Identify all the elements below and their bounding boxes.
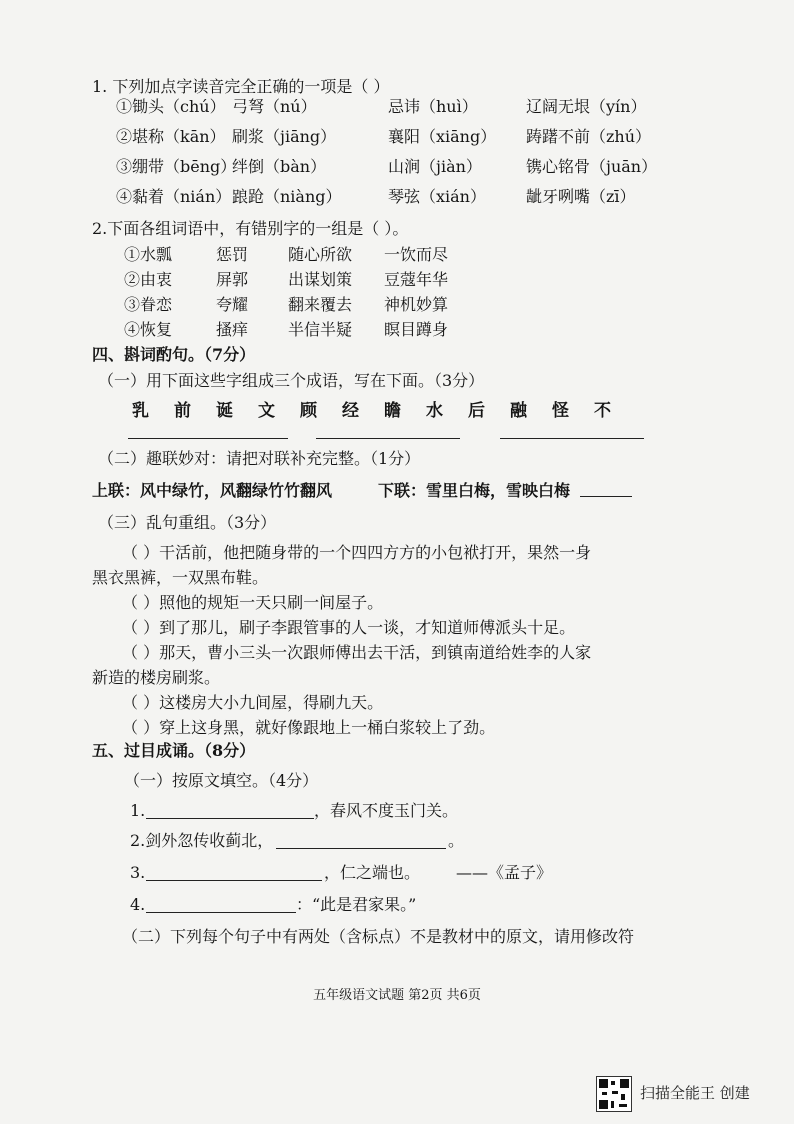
page-footer: 五年级语文试题 第2页 共6页 — [313, 988, 481, 1003]
fill2-end: 。 — [448, 831, 465, 850]
fill3-source: ——《孟子》 — [456, 863, 553, 882]
q2-title: 2.下面各组词语中，有错别字的一组是（ ）。 — [92, 219, 409, 238]
option-cell: ④黏着（nián） — [116, 187, 232, 206]
sentence-line: 新造的楼房刷浆。 — [92, 668, 221, 687]
idiom-char: 后 — [468, 401, 485, 421]
idiom-char: 文 — [258, 401, 275, 421]
option-cell: 襄阳（xiāng） — [388, 127, 497, 146]
s5-part2-title: （二）下列每个句子中有两处（含标点）不是教材中的原文，请用修改符 — [122, 927, 635, 946]
option-cell: 半信半疑 — [288, 320, 353, 339]
fill4-text: ：“此是君家果。” — [296, 895, 417, 914]
fill2-text: 2.剑外忽传收蓟北， — [130, 831, 274, 850]
option-cell: 琴弦（xián） — [388, 187, 486, 206]
sentence-line: （ ）这楼房大小九间屋，得刷九天。 — [122, 693, 384, 712]
option-cell: 随心所欲 — [288, 245, 353, 264]
fill2-blank[interactable] — [276, 848, 446, 849]
option-cell: ①水瓢 — [124, 245, 173, 264]
couplet-lower: 下联：雪里白梅，雪映白梅 — [378, 481, 571, 500]
idiom-char: 乳 — [132, 401, 149, 421]
option-cell: 豆蔻年华 — [384, 270, 449, 289]
option-cell: 搔痒 — [216, 320, 249, 339]
option-cell: 屏郭 — [216, 270, 249, 289]
option-cell: 一饮而尽 — [384, 245, 449, 264]
fill1-number: 1. — [130, 801, 146, 820]
option-cell: 弓弩（nú） — [232, 97, 317, 116]
q1-title: 1. 下列加点字读音完全正确的一项是（ ） — [92, 77, 390, 96]
s5-part1-title: （一）按原文填空。（4分） — [124, 771, 319, 790]
sentence-line: 黑衣黑裤，一双黑布鞋。 — [92, 568, 269, 587]
idiom-blank-2[interactable] — [316, 438, 460, 439]
sentence-line: （ ）到了那儿，刷子李跟管事的人一谈，才知道师傅派头十足。 — [122, 618, 576, 637]
option-cell: 龇牙咧嘴（zī） — [526, 187, 636, 206]
option-cell: ③绷带（bēng） — [116, 157, 237, 176]
scanner-watermark: 扫描全能王 创建 — [640, 1084, 750, 1102]
s4-part1-title: （一）用下面这些字组成三个成语，写在下面。（3分） — [98, 371, 485, 390]
option-cell: 山涧（jiàn） — [388, 157, 482, 176]
idiom-char: 经 — [342, 401, 359, 421]
couplet-blank[interactable] — [580, 496, 632, 497]
option-cell: 瞑目蹲身 — [384, 320, 449, 339]
fill3-number: 3. — [130, 863, 146, 882]
sentence-line: （ ）干活前，他把随身带的一个四四方方的小包袱打开，果然一身 — [122, 543, 592, 562]
option-cell: 辽阔无垠（yín） — [526, 97, 647, 116]
idiom-char: 顾 — [300, 401, 317, 421]
idiom-blank-3[interactable] — [500, 438, 644, 439]
option-cell: ②由衷 — [124, 270, 173, 289]
idiom-char: 怪 — [552, 401, 569, 421]
idiom-char: 前 — [174, 401, 191, 421]
option-cell: 惩罚 — [216, 245, 249, 264]
idiom-char: 融 — [510, 401, 527, 421]
idiom-char: 不 — [594, 401, 611, 421]
idiom-characters — [132, 396, 632, 420]
sentence-line: （ ）穿上这身黑，就好像跟地上一桶白浆较上了劲。 — [122, 718, 496, 737]
idiom-char: 水 — [426, 401, 443, 421]
option-cell: ③眷恋 — [124, 295, 173, 314]
idiom-blank-1[interactable] — [128, 438, 288, 439]
fill4-number: 4. — [130, 895, 146, 914]
option-cell: ②堪称（kān） — [116, 127, 226, 146]
sentence-line: （ ）照他的规矩一天只刷一间屋子。 — [122, 593, 384, 612]
option-cell: 镌心铭骨（juān） — [526, 157, 658, 176]
fill3-text: ，仁之端也。 — [324, 863, 421, 882]
option-cell: 夸耀 — [216, 295, 249, 314]
option-cell: 翻来覆去 — [288, 295, 353, 314]
qr-code-icon — [596, 1076, 632, 1112]
s4-part3-title: （三）乱句重组。（3分） — [98, 513, 277, 532]
option-cell: 踉跄（niàng） — [232, 187, 342, 206]
option-cell: 刷浆（jiāng） — [232, 127, 337, 146]
fill3-blank[interactable] — [146, 880, 322, 881]
section5-title: 五、过目成诵。（8分） — [92, 741, 256, 760]
option-cell: ④恢复 — [124, 320, 173, 339]
idiom-char: 瞻 — [384, 401, 401, 421]
fill1-text: ，春风不度玉门关。 — [314, 801, 459, 820]
option-cell: 踌躇不前（zhú） — [526, 127, 652, 146]
fill4-blank[interactable] — [146, 912, 296, 913]
option-cell: 出谋划策 — [288, 270, 353, 289]
sentence-line: （ ）那天，曹小三头一次跟师傅出去干活，到镇南道给姓李的人家 — [122, 643, 592, 662]
fill1-blank[interactable] — [146, 818, 314, 819]
option-cell: ①锄头（chú） — [116, 97, 226, 116]
idiom-char: 诞 — [216, 401, 233, 421]
s4-part2-title: （二）趣联妙对：请把对联补充完整。（1分） — [98, 449, 421, 468]
section4-title: 四、斟词酌句。（7分） — [92, 345, 256, 364]
option-cell: 忌讳（huì） — [388, 97, 478, 116]
option-cell: 神机妙算 — [384, 295, 449, 314]
option-cell: 绊倒（bàn） — [232, 157, 327, 176]
couplet-upper: 上联：风中绿竹，风翻绿竹竹翻风 — [92, 481, 333, 500]
